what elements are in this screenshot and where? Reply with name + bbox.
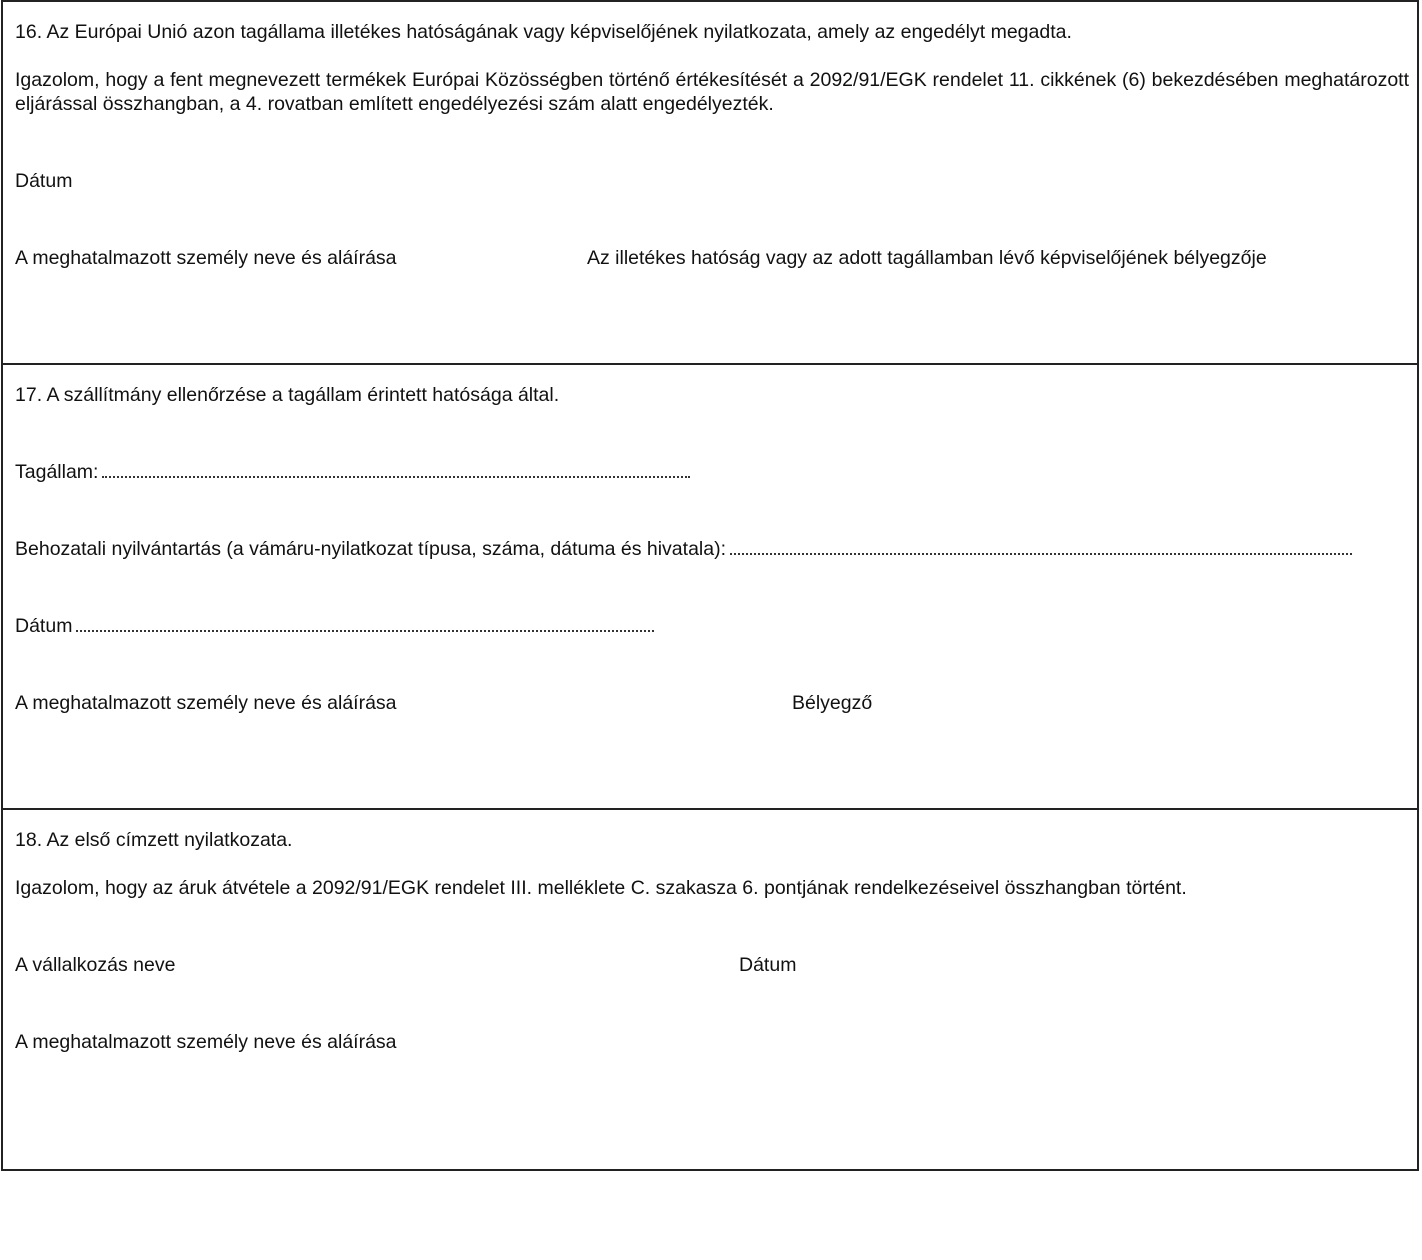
section-16-authority-declaration	[3, 2, 1417, 363]
section-18-statement: Igazolom, hogy az áruk átvétele a 2092/91/EGK rendelet III. melléklete C. szakasza 6. pontjának rendelkezéseivel összhangban történt.	[15, 877, 1187, 899]
section-16-stamp-label: Az illetékes hatóság vagy az adott tagállamban lévő képviselőjének bélyegzője	[587, 247, 1267, 269]
member-state-field	[15, 460, 690, 484]
section-16-heading: 16. Az Európai Unió azon tagállama illetékes hatóságának vagy képviselőjének nyilatkozata, amely az engedélyt megadta.	[15, 21, 1072, 43]
certificate-form	[1, 0, 1419, 1171]
import-record-field	[15, 537, 1352, 561]
company-name-label: A vállalkozás neve	[15, 954, 176, 976]
section-16-date-label: Dátum	[15, 170, 73, 192]
import-record-blank	[730, 537, 1352, 555]
section-17-date-label: Dátum	[15, 615, 73, 637]
member-state-blank	[102, 460, 690, 478]
section-17-consignment-check	[3, 363, 1417, 808]
section-17-signature-label: A meghatalmazott személy neve és aláírása	[15, 692, 397, 714]
section-18-date-label: Dátum	[739, 954, 797, 976]
section-17-date-blank	[76, 614, 654, 632]
section-17-stamp-label: Bélyegző	[792, 692, 873, 714]
section-18-heading: 18. Az első címzett nyilatkozata.	[15, 829, 293, 851]
import-record-label: Behozatali nyilvántartás (a vámáru-nyilatkozat típusa, száma, dátuma és hivatala):	[15, 538, 727, 560]
section-17-date-field	[15, 614, 654, 638]
member-state-label: Tagállam:	[15, 461, 99, 483]
section-16-statement: Igazolom, hogy a fent megnevezett termékek Európai Közösségben történő értékesítését a 2092/91/EGK rendelet 11. cikkének (6) bekezdésében meghatározott eljárással összhangban, a 4. rovatban említett engedélyezési szám alatt engedélyezték.	[15, 69, 1409, 115]
section-18-consignee-declaration	[3, 808, 1417, 1169]
section-18-signature-label: A meghatalmazott személy neve és aláírása	[15, 1031, 397, 1053]
section-17-heading: 17. A szállítmány ellenőrzése a tagállam érintett hatósága által.	[15, 384, 560, 406]
section-16-signature-label: A meghatalmazott személy neve és aláírása	[15, 247, 397, 269]
